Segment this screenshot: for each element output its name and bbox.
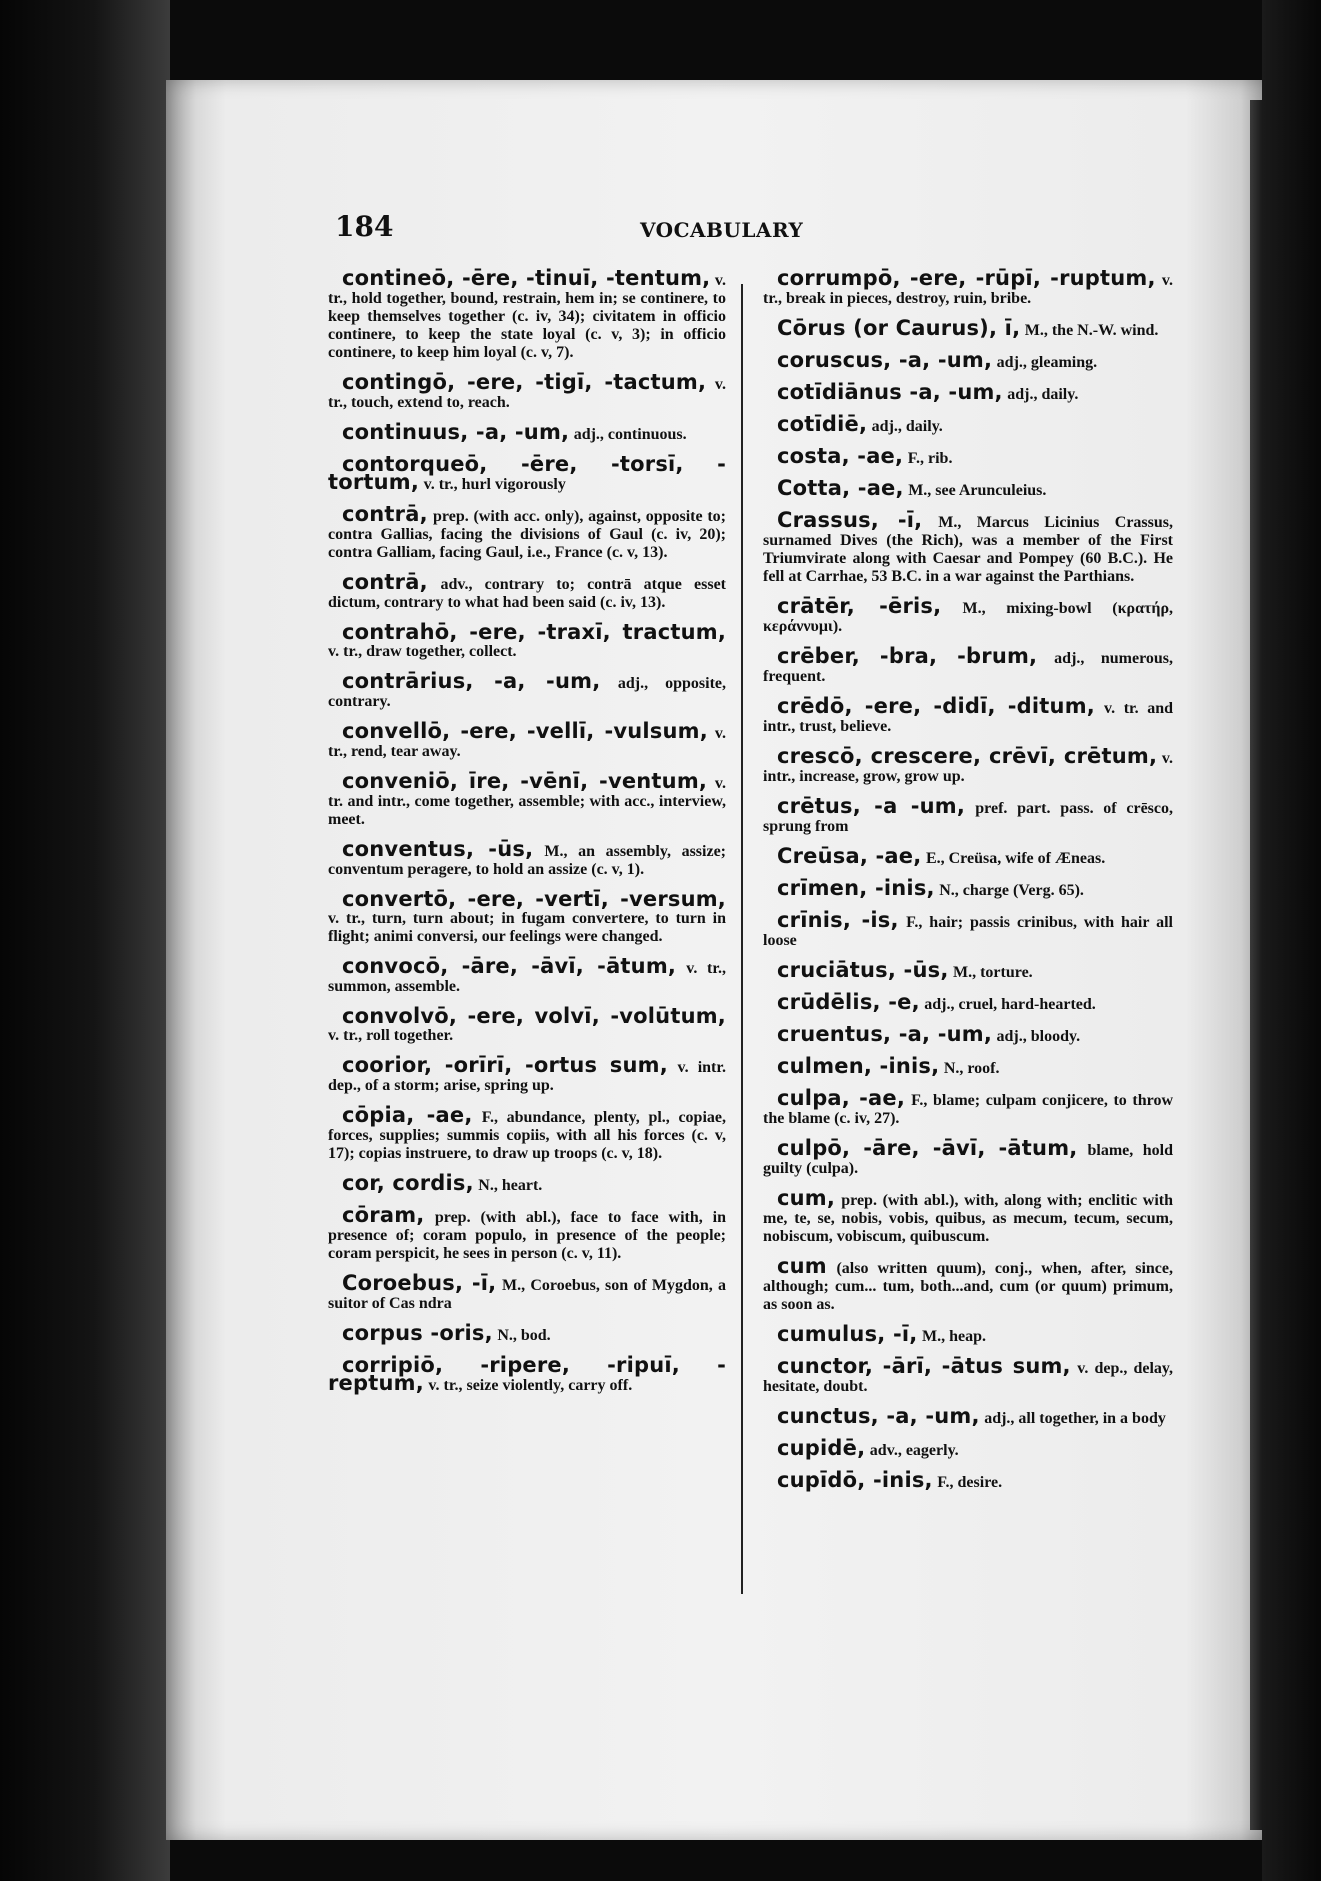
dictionary-entry — [763, 1054, 1173, 1078]
definition: adv., eagerly. — [869, 1442, 959, 1459]
headword: contrahō, -ere, -traxī, tractum, — [342, 620, 726, 644]
headword: Coroebus, -ī, — [342, 1271, 497, 1295]
definition: adj., daily. — [1007, 386, 1079, 403]
headword: cōram, — [342, 1203, 425, 1227]
headword: corripiō, -ripere, -ripuī, -reptum, — [328, 1353, 726, 1395]
definition: v. tr., break in pieces, destroy, ruin, bribe. — [763, 272, 1173, 307]
headword: Crassus, -ī, — [777, 508, 923, 532]
definition: v. tr., summon, assemble. — [328, 960, 727, 995]
headword: cruentus, -a, -um, — [777, 1022, 993, 1046]
dictionary-entry — [763, 508, 1174, 585]
headword: corpus -oris, — [342, 1321, 493, 1345]
dictionary-entry — [328, 1321, 726, 1345]
dictionary-entry — [763, 990, 1173, 1014]
definition: pref. part. pass. of crēsco, sprung from — [763, 800, 1174, 835]
headword: cor, cordis, — [342, 1171, 474, 1195]
running-head: VOCABULARY — [640, 218, 804, 242]
dictionary-entry — [328, 837, 726, 878]
headword: culpō, -āre, -āvī, -ātum, — [777, 1136, 1078, 1160]
headword: contrārius, -a, -um, — [342, 669, 601, 693]
dictionary-entry — [328, 887, 726, 945]
headword: crīnis, -is, — [777, 908, 899, 932]
definition: adj., numerous, frequent. — [763, 650, 1173, 685]
dictionary-entry — [328, 370, 726, 411]
dictionary-entry — [763, 1468, 1173, 1492]
definition: F., hair; passis crinibus, with hair all loose — [763, 914, 1173, 949]
definition: v. intr., increase, grow, grow up. — [763, 750, 1174, 785]
dictionary-entry — [763, 594, 1174, 635]
dictionary-entry — [763, 1404, 1173, 1428]
definition: adj., cruel, hard-hearted. — [924, 996, 1096, 1013]
headword: convocō, -āre, -āvī, -ātum, — [342, 954, 677, 978]
definition: v. tr., hurl vigorously — [423, 476, 566, 493]
dictionary-entry — [763, 444, 1173, 468]
dictionary-entry — [763, 644, 1173, 685]
definition: v. tr., draw together, collect. — [328, 643, 517, 660]
definition: v. tr., hold together, bound, restrain, hem in; se continere, to keep themselves together (c. iv, 34); civitatem in officio continere, to keep the state loyal (c. v, 3); in officio continere, to keep him loyal (c. v, 7). — [328, 272, 727, 361]
headword: cōpia, -ae, — [342, 1103, 473, 1127]
headword: conveniō, īre, -vēnī, -ventum, — [342, 769, 708, 793]
headword: cupīdō, -inis, — [777, 1468, 933, 1492]
column-divider — [741, 284, 743, 1594]
dictionary-entry — [763, 908, 1173, 949]
headword: contingō, -ere, -tigī, -tactum, — [342, 370, 707, 394]
headword: costa, -ae, — [777, 444, 904, 468]
definition: M., torture. — [953, 964, 1033, 981]
definition: prep. (with acc. only), against, opposite to; contra Gallias, facing the divisions of Gaul (c. iv, 20); contra Galliam, facing Gaul, i.e., France (c. v, 13). — [328, 508, 727, 561]
headword: contineō, -ēre, -tinuī, -tentum, — [342, 266, 711, 290]
headword: cum, — [777, 1186, 836, 1210]
headword: cotīdiē, — [777, 412, 868, 436]
headword: crūdēlis, -e, — [777, 990, 920, 1014]
definition: M., see Arunculeius. — [908, 482, 1047, 499]
dictionary-entry — [763, 876, 1173, 900]
dictionary-entry — [763, 316, 1173, 340]
definition: E., Creüsa, wife of Æneas. — [925, 850, 1106, 867]
scan-margin-right — [1262, 0, 1321, 1881]
headword: contorqueō, -ēre, -torsī, -tortum, — [328, 452, 726, 494]
headword: cotīdiānus -a, -um, — [777, 380, 1003, 404]
dictionary-entry — [328, 620, 726, 660]
definition: adj., continuous. — [573, 426, 687, 443]
dictionary-entry — [328, 954, 727, 995]
definition: M., heap. — [921, 1328, 986, 1345]
headword: crētus, -a -um, — [777, 794, 966, 818]
definition: (also written quum), conj., when, after, since, although; cum... tum, both...and, cum (or quum) primum, as soon as. — [763, 1260, 1173, 1313]
headword: continuus, -a, -um, — [342, 420, 570, 444]
headword: corrumpō, -ere, -rūpī, -ruptum, — [777, 266, 1156, 290]
definition: adj., all together, in a body — [984, 1410, 1166, 1427]
dictionary-entry — [763, 266, 1173, 307]
dictionary-entry — [328, 1171, 726, 1195]
definition: adj., bloody. — [996, 1028, 1081, 1045]
definition: M., mixing-bowl (κρατήρ, κεράννυμι). — [763, 600, 1174, 635]
headword: cunctor, -ārī, -ātus sum, — [777, 1354, 1071, 1378]
definition: v. tr., rend, tear away. — [328, 725, 726, 760]
dictionary-entry — [763, 380, 1173, 404]
definition: F., blame; culpam conjicere, to throw the blame (c. iv, 27). — [763, 1092, 1174, 1127]
definition: v. tr. and intr., come together, assemble; with acc., interview, meet. — [328, 775, 726, 828]
headword: Cotta, -ae, — [777, 476, 904, 500]
dictionary-entry — [763, 1186, 1174, 1245]
definition: adj., gleaming. — [996, 354, 1098, 371]
headword: culpa, -ae, — [777, 1086, 905, 1110]
definition: v. tr., roll together. — [328, 1027, 454, 1044]
definition: adv., contrary to; contrā atque esset dictum, contrary to what had been said (c. iv, 13). — [328, 576, 727, 611]
dictionary-entry — [763, 1136, 1174, 1177]
definition: F., desire. — [937, 1474, 1003, 1491]
headword: culmen, -inis, — [777, 1054, 940, 1078]
dictionary-entry — [763, 694, 1174, 735]
headword: convellō, -ere, -vellī, -vulsum, — [342, 719, 708, 743]
headword: cum — [777, 1254, 827, 1278]
dictionary-entry — [328, 1103, 726, 1162]
dictionary-entry — [763, 1254, 1173, 1313]
headword: crēdō, -ere, -didī, -ditum, — [777, 694, 1095, 718]
headword: cupidē, — [777, 1436, 866, 1460]
definition: N., bod. — [497, 1327, 551, 1344]
definition: F., abundance, plenty, pl., copiae, forces, supplies; summis copiis, with all his forces (c. v, 17); copias instruere, to draw up troops (c. v, 18). — [328, 1109, 726, 1162]
headword: coruscus, -a, -um, — [777, 348, 993, 372]
left-column — [328, 266, 727, 1407]
definition: adj., daily. — [871, 418, 943, 435]
dictionary-entry — [763, 794, 1174, 835]
definition: M., Marcus Licinius Crassus, surnamed Dives (the Rich), was a member of the First Triumvirate along with Caesar and Pompey (60 B.C.). He fell at Carrhae, 53 B.C. in a war against the Parthians. — [763, 514, 1174, 585]
definition: prep. (with abl.), with, along with; enclitic with me, te, se, nobis, vobis, quibus, as mecum, tecum, secum, nobiscum, vobiscum, quibuscum. — [763, 1192, 1174, 1245]
dictionary-entry — [328, 502, 727, 561]
dictionary-entry — [763, 1086, 1174, 1127]
dictionary-entry — [763, 958, 1173, 982]
definition: v. tr., seize violently, carry off. — [428, 1377, 633, 1394]
dictionary-entry — [328, 669, 727, 710]
headword: cunctus, -a, -um, — [777, 1404, 980, 1428]
dictionary-entry — [328, 266, 727, 361]
definition: prep. (with abl.), face to face with, in presence of; coram populo, in presence of the people; coram perspicit, he sees in person (c. v, 11). — [328, 1209, 726, 1262]
dictionary-entry — [328, 1053, 727, 1094]
definition: v. intr. dep., of a storm; arise, spring up. — [328, 1059, 727, 1094]
definition: N., heart. — [478, 1177, 543, 1194]
dictionary-entry — [763, 1354, 1173, 1395]
headword: crēber, -bra, -brum, — [777, 644, 1038, 668]
dictionary-entry — [763, 1322, 1173, 1346]
headword: convertō, -ere, -vertī, -versum, — [342, 887, 726, 911]
definition: M., an assembly, assize; conventum peragere, to hold an assize (c. v, 1). — [328, 843, 726, 878]
dictionary-entry — [328, 570, 727, 611]
scan-margin-left — [0, 0, 170, 1881]
dictionary-entry — [763, 744, 1174, 785]
definition: blame, hold guilty (culpa). — [763, 1142, 1174, 1177]
definition: F., rib. — [907, 450, 953, 467]
headword: crescō, crescere, crēvī, crētum, — [777, 744, 1158, 768]
definition: v. tr. and intr., trust, believe. — [763, 700, 1174, 735]
right-column — [763, 266, 1174, 1504]
dictionary-entry — [328, 769, 726, 828]
definition: v. tr., turn, turn about; in fugam convertere, to turn in flight; animi conversi, our feelings were changed. — [328, 910, 726, 945]
definition: N., charge (Verg. 65). — [939, 882, 1084, 899]
headword: cumulus, -ī, — [777, 1322, 918, 1346]
definition: v. tr., touch, extend to, reach. — [328, 376, 726, 411]
dictionary-entry — [763, 348, 1173, 372]
headword: crātēr, -ēris, — [777, 594, 942, 618]
page-number: 184 — [335, 210, 394, 243]
definition: N., roof. — [943, 1060, 1000, 1077]
headword: contrā, — [342, 570, 428, 594]
dictionary-entry — [328, 1004, 726, 1044]
definition: M., Coroebus, son of Mygdon, a suitor of Cas ndra — [328, 1277, 726, 1312]
dictionary-entry — [328, 420, 726, 444]
definition: M., the N.-W. wind. — [1024, 322, 1159, 339]
dictionary-entry — [763, 1436, 1173, 1460]
headword: coorior, -orīrī, -ortus sum, — [342, 1053, 668, 1077]
headword: cruciātus, -ūs, — [777, 958, 949, 982]
headword: crīmen, -inis, — [777, 876, 935, 900]
dictionary-entry — [328, 1203, 726, 1262]
headword: conventus, -ūs, — [342, 837, 534, 861]
definition: v. dep., delay, hesitate, doubt. — [763, 1360, 1173, 1395]
headword: Cōrus (or Caurus), ī, — [777, 316, 1021, 340]
dictionary-entry — [328, 452, 726, 494]
dictionary-entry — [763, 844, 1173, 868]
dictionary-entry — [328, 1271, 726, 1312]
dictionary-entry — [763, 412, 1173, 436]
dictionary-entry — [763, 476, 1173, 500]
dictionary-entry — [763, 1022, 1173, 1046]
headword: Creūsa, -ae, — [777, 844, 922, 868]
dictionary-entry — [328, 1353, 726, 1395]
headword: convolvō, -ere, volvī, -volūtum, — [342, 1004, 726, 1028]
definition: adj., opposite, contrary. — [328, 675, 727, 710]
dictionary-entry — [328, 719, 726, 760]
headword: contrā, — [342, 502, 428, 526]
